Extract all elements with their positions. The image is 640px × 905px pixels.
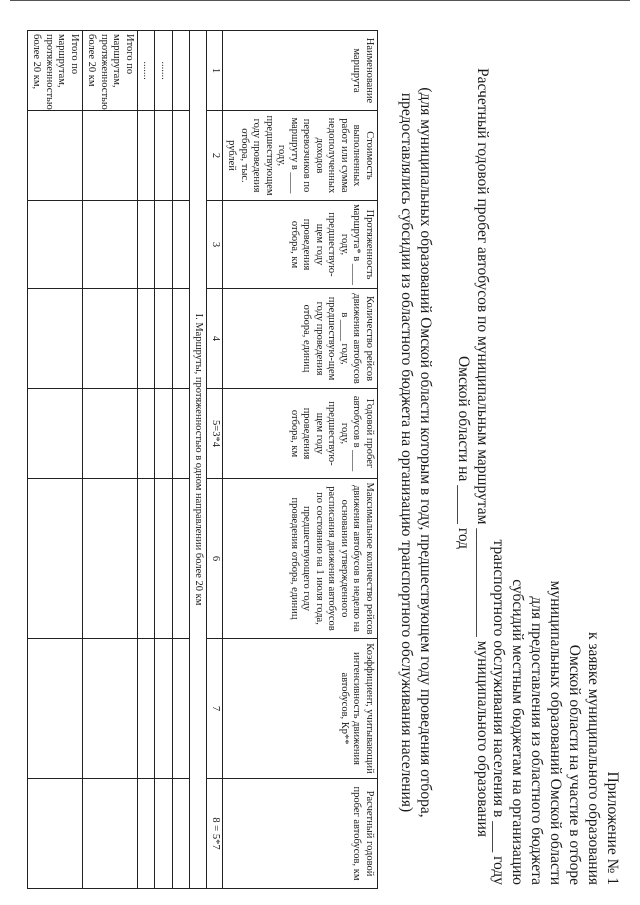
total-label: Итого по маршрутам, протяженностью более 20 км — [83, 31, 138, 111]
annex-header — [489, 515, 622, 885]
annex-line: муниципальных образований Омской области — [547, 580, 564, 885]
mileage-table — [27, 30, 378, 889]
section-heading: I. Маршруты, протяженностью в одном направлении более 20 км — [190, 31, 208, 889]
column-number: 1 — [207, 31, 223, 111]
table-header-row — [223, 31, 378, 889]
header-coefficient: Коэффициент, учитывающий интенсивность движения автобусов, Кр** — [223, 639, 378, 779]
total-label: Итого по маршрутам, протяженностью более 20 км, — [28, 31, 83, 111]
header-route-name: Наименование маршрута — [223, 31, 378, 111]
header-cost: Стоимость выполненных работ или сумма недополученных доходов перевозчиков по маршруту в ____ году, предшествующем году проведения отбора, тыс. рублей — [223, 111, 378, 201]
table-row — [155, 31, 173, 889]
document-subtitle — [397, 0, 435, 905]
column-number: 5=3*4 — [207, 389, 223, 479]
total-row — [83, 31, 138, 889]
column-number: 8 = 5*7 — [207, 779, 223, 889]
subtitle-line-2: предоставлялись субсидии из областного бюджета на организацию транспортного обслуживания населения) — [398, 92, 415, 813]
document-title — [454, 0, 492, 905]
annex-line: Омской области на участие в отборе — [566, 644, 583, 885]
ellipsis-cell: ....... — [138, 31, 156, 111]
column-number: 7 — [207, 639, 223, 779]
column-number: 2 — [207, 111, 223, 201]
annex-line: Приложение № 1 — [604, 771, 621, 885]
column-number: 6 — [207, 479, 223, 639]
header-estimated-mileage: Расчетный годовой пробег автобусов, км — [223, 779, 378, 889]
scan-edge-line — [10, 0, 630, 1]
column-number: 4 — [207, 289, 223, 389]
header-trips-count: Количество рейсов движения автобусов в ____ году, предшествую-щем году проведения отбора, единиц — [223, 289, 378, 389]
ellipsis-cell: ....... — [155, 31, 173, 111]
annex-line: для предоставления из областного бюджета — [528, 596, 545, 885]
annex-line: транспортного обслуживания населения в ____ году — [490, 539, 507, 885]
section-row — [190, 31, 208, 889]
table-row — [173, 31, 190, 889]
header-annual-mileage: Годовой пробег автобусов в ____ году, предшествую-щем году проведения отбора, км — [223, 389, 378, 479]
title-line-2: Омской области на _____ год — [455, 355, 472, 550]
table-row — [138, 31, 156, 889]
annex-line: к заявке муниципального образования — [585, 631, 602, 885]
total-row — [28, 31, 83, 889]
subtitle-line-1: (для муниципальных образований Омской области которым в году, предшествующем году проведения отбора, — [417, 87, 434, 818]
header-route-length: Протяженность маршрута* в ____ году, предшествую-щем году проведения отбора, км — [223, 201, 378, 289]
column-number: 3 — [207, 201, 223, 289]
annex-line: субсидий местным бюджетам на организацию — [509, 579, 526, 885]
header-max-trips: Максимальное количество рейсов движения автобусов в неделю на основании утвержденного расписания движения автобусов по состоянию на 1 июля года, предшествующего году проведения отбора, единиц — [223, 479, 378, 639]
column-number-row — [207, 31, 223, 889]
title-line-1: Расчетный годовой пробег автобусов по муниципальным маршрутам ______________ муниципального образования — [474, 68, 491, 837]
